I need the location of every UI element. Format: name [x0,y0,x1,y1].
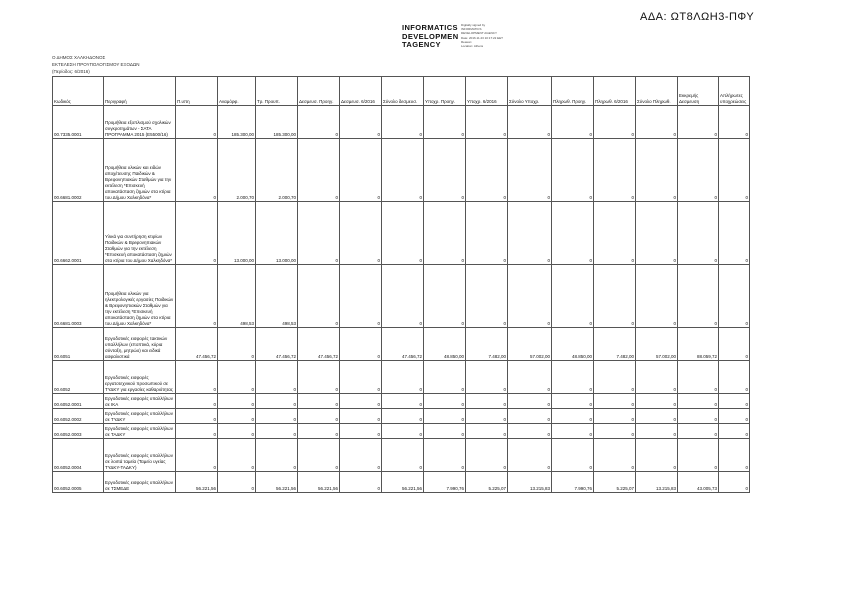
amount-cell: 0 [256,409,298,424]
amount-cell: 0 [508,202,552,265]
account-code-cell: 00.6052.0002 [53,409,104,424]
amount-cell: 0 [340,424,382,439]
amount-cell: 47.456,72 [298,328,340,361]
amount-cell: 185.300,00 [256,106,298,139]
amount-cell: 56.221,56 [256,472,298,493]
amount-cell: 498,53 [256,265,298,328]
account-code-cell: 00.6662.0001 [53,202,104,265]
amount-cell: 5.225,07 [594,472,636,493]
amount-cell: 0 [636,409,678,424]
signature-line: INFORMATICS [461,27,482,32]
account-code-cell: 00.6681.0003 [53,265,104,328]
amount-cell: 48.850,00 [552,328,594,361]
amount-cell: 56.221,56 [176,472,218,493]
amount-cell: 0 [594,202,636,265]
amount-cell: 0 [176,394,218,409]
amount-cell: 0 [256,424,298,439]
amount-cell: 0 [678,265,719,328]
amount-cell: 0 [466,265,508,328]
amount-cell: 0 [340,361,382,394]
account-code-cell: 00.6052.0004 [53,439,104,472]
amount-cell: 0 [298,202,340,265]
amount-cell: 0 [678,439,719,472]
table-row [53,409,750,424]
amount-cell: 0 [719,439,750,472]
amount-cell: 0 [424,409,466,424]
budget-execution-table [52,76,750,493]
amount-cell: 0 [256,439,298,472]
amount-cell: 56.221,56 [382,472,424,493]
amount-cell: 0 [340,106,382,139]
amount-cell: 0 [382,394,424,409]
amount-cell: 13.000,00 [218,202,256,265]
account-code-cell: 00.6052.0001 [53,394,104,409]
column-header: Πληρωθ. Προηγ. [552,77,594,106]
amount-cell: 13.000,00 [256,202,298,265]
amount-cell: 0 [636,202,678,265]
logo-line: TAGENCY [402,40,441,50]
amount-cell: 13.215,83 [636,472,678,493]
amount-cell: 0 [636,424,678,439]
amount-cell: 0 [298,424,340,439]
amount-cell: 0 [256,394,298,409]
amount-cell: 0 [594,139,636,202]
amount-cell: 0 [340,472,382,493]
column-header: Υποχρ. 6/2016 [466,77,508,106]
amount-cell: 0 [382,424,424,439]
amount-cell: 0 [719,106,750,139]
amount-cell: 0 [552,409,594,424]
amount-cell: 0 [719,328,750,361]
amount-cell: 0 [176,139,218,202]
account-code-cell: 00.6051 [53,328,104,361]
amount-cell: 0 [382,106,424,139]
description-cell: Εργοδοτικές εισφορές υπαλλήλων σε ΤΥΔΚΥ [104,409,176,424]
column-header: Κωδικός [53,77,104,106]
amount-cell: 0 [176,202,218,265]
signature-line: Date: 2016.11.23 10:17:22 EET [461,35,503,40]
table-row [53,424,750,439]
table-row [53,361,750,394]
amount-cell: 0 [552,202,594,265]
amount-cell: 0 [552,361,594,394]
amount-cell: 0 [636,139,678,202]
amount-cell: 0 [719,424,750,439]
amount-cell: 0 [424,106,466,139]
amount-cell: 0 [466,409,508,424]
amount-cell: 0 [466,202,508,265]
amount-cell: 0 [176,106,218,139]
amount-cell: 0 [218,361,256,394]
amount-cell: 0 [340,139,382,202]
amount-cell: 0 [678,202,719,265]
column-header: Εκκρεμής Δεσμευση [678,77,719,106]
amount-cell: 0 [424,439,466,472]
amount-cell: 0 [424,424,466,439]
amount-cell: 0 [508,265,552,328]
amount-cell: 0 [298,439,340,472]
amount-cell: 2.000,70 [218,139,256,202]
amount-cell: 0 [594,265,636,328]
amount-cell: 0 [218,328,256,361]
amount-cell: 0 [466,394,508,409]
account-code-cell: 00.6052.0003 [53,424,104,439]
amount-cell: 47.456,72 [256,328,298,361]
signature-line: Reason: [461,39,473,44]
amount-cell: 0 [678,424,719,439]
amount-cell: 0 [508,106,552,139]
amount-cell: 0 [719,361,750,394]
amount-cell: 57.002,00 [508,328,552,361]
amount-cell: 48.850,00 [424,328,466,361]
issuer-logo-text [402,24,459,50]
description-cell: Υλικά για συντήρηση κτιρίων Παιδικών & Βρεφονηπιακών Σταθμών για την εκτέλεση *Επισκευή αποκατάσταση ζημιών στα κτίρια του Δήμου Χαλκηδόνα* [104,202,176,265]
amount-cell: 0 [256,361,298,394]
amount-cell: 43.005,73 [678,472,719,493]
amount-cell: 0 [636,106,678,139]
amount-cell: 0 [298,265,340,328]
amount-cell: 0 [218,424,256,439]
description-cell: Εργοδοτικές εισφορές υπαλλήλων σε ΤΑΔΚΥ [104,424,176,439]
logo-line: DEVELOPMEN [402,31,459,41]
amount-cell: 0 [340,265,382,328]
column-header: Τρ. Προυπ. [256,77,298,106]
amount-cell: 0 [678,361,719,394]
logo-line: INFORMATICS [402,23,458,32]
table-row [53,328,750,361]
column-header: Απλήρωτες υποχρεώσεις [719,77,750,106]
table-row [53,439,750,472]
amount-cell: 0 [340,202,382,265]
amount-cell: 13.215,83 [508,472,552,493]
amount-cell: 0 [176,439,218,472]
amount-cell: 0 [636,439,678,472]
account-code-cell: 00.6052.0005 [53,472,104,493]
amount-cell: 0 [424,202,466,265]
description-cell: Εργοδοτικές εισφορές τακτικών υπαλλήλων (εποπτικά, κύρια σύνταξη, μητρώο) και ειδικά ασφαλιστικά [104,328,176,361]
amount-cell: 0 [552,439,594,472]
municipality-name: Ο ΔΗΜΟΣ ΧΑΛΚΗΔΟΝΟΣ [52,55,106,60]
report-period: (Περίοδος: 6/2016) [52,69,90,74]
amount-cell: 0 [298,106,340,139]
amount-cell: 0 [298,361,340,394]
amount-cell: 0 [719,202,750,265]
column-header: Υποχρ. Προηγ. [424,77,466,106]
amount-cell: 0 [176,409,218,424]
amount-cell: 7.990,76 [424,472,466,493]
account-code-cell: 00.6052 [53,361,104,394]
column-header: Π.υπη [176,77,218,106]
amount-cell: 0 [382,265,424,328]
amount-cell: 0 [340,394,382,409]
amount-cell: 0 [719,265,750,328]
signature-line: Digitally signed by [461,23,486,27]
amount-cell: 0 [508,139,552,202]
column-header: Δεσμευσ. 6/2016 [340,77,382,106]
amount-cell: 0 [340,439,382,472]
amount-cell: 0 [552,139,594,202]
amount-cell: 0 [424,265,466,328]
amount-cell: 0 [298,394,340,409]
amount-cell: 185.300,00 [218,106,256,139]
amount-cell: 7.482,00 [466,328,508,361]
table-row [53,106,750,139]
amount-cell: 2.000,70 [256,139,298,202]
description-cell: Εργοδοτικές εισφορές εργατοτεχνικού προσωπικού σε ΤΥΔΚΥ για εργασίες καθαριότητας [104,361,176,394]
amount-cell: 0 [594,361,636,394]
report-title: ΕΚΤΕΛΕΣΗ ΠΡΟΥΠΟΛΟΓΙΣΜΟΥ ΕΞΟΔΩΝ [52,62,140,67]
table-row [53,202,750,265]
column-header: Δεσμευσ. Προηγ. [298,77,340,106]
amount-cell: 0 [678,139,719,202]
amount-cell: 88.059,72 [678,328,719,361]
amount-cell: 0 [340,328,382,361]
amount-cell: 0 [719,139,750,202]
amount-cell: 57.002,00 [636,328,678,361]
amount-cell: 0 [636,394,678,409]
amount-cell: 0 [382,409,424,424]
signature-line: Location: Athens [461,44,484,49]
amount-cell: 0 [424,361,466,394]
amount-cell: 0 [424,139,466,202]
amount-cell: 47.456,72 [176,328,218,361]
amount-cell: 0 [594,424,636,439]
column-header: Σύνολο Πληρωθ. [636,77,678,106]
amount-cell: 0 [218,439,256,472]
amount-cell: 0 [636,361,678,394]
description-cell: Προμήθεια εξοπλισμού σχολικών συγκροτημάτων - ΣΑΤΑ ΠΡΟΓΡΑΜΜΑ 2015 (Ε5500/16) [104,106,176,139]
amount-cell: 0 [424,394,466,409]
column-header: Περιγραφή [104,77,176,106]
amount-cell: 0 [508,394,552,409]
amount-cell: 0 [552,394,594,409]
amount-cell: 0 [466,139,508,202]
description-cell: Προμήθεια υλικών και ειδών αποχέτευσης Παιδικών & Βρεφονηπιακών Σταθμών για την εκτέλεση *Επισκευή αποκατάσταση ζημιών στα κτίρια του Δήμου Χαλκηδόνα* [104,139,176,202]
amount-cell: 0 [466,106,508,139]
ada-code: ΑΔΑ: ΩΤ8ΛΩΗ3-ΠΦΥ [640,11,755,23]
signature-line: DEVELOPMENT AGENCY [461,31,497,36]
amount-cell: 0 [466,361,508,394]
amount-cell: 0 [678,394,719,409]
amount-cell: 0 [466,424,508,439]
amount-cell: 7.990,76 [552,472,594,493]
amount-cell: 0 [719,394,750,409]
amount-cell: 0 [466,439,508,472]
amount-cell: 498,53 [218,265,256,328]
amount-cell: 0 [176,361,218,394]
amount-cell: 0 [218,394,256,409]
amount-cell: 0 [719,472,750,493]
amount-cell: 7.482,00 [594,328,636,361]
column-header: Πληρωθ. 6/2016 [594,77,636,106]
amount-cell: 0 [382,202,424,265]
amount-cell: 0 [340,409,382,424]
amount-cell: 0 [719,409,750,424]
table-row [53,265,750,328]
amount-cell: 0 [298,139,340,202]
column-header: Αναμόρφ. [218,77,256,106]
amount-cell: 5.225,07 [466,472,508,493]
account-code-cell: 00.7335.0001 [53,106,104,139]
amount-cell: 0 [176,265,218,328]
account-code-cell: 00.6681.0002 [53,139,104,202]
table-row [53,472,750,493]
digital-signature-block [461,23,503,48]
amount-cell: 0 [508,361,552,394]
amount-cell: 0 [382,361,424,394]
amount-cell: 0 [382,439,424,472]
amount-cell: 0 [508,424,552,439]
description-cell: Προμήθεια υλικών για ηλεκτρολογικές εργασίες Παιδικών & Βρεφονηπιακών Σταθμών για την εκτέλεση *Επισκευή αποκατάσταση ζημιών στα κτίρια του Δήμου Χαλκηδόνα* [104,265,176,328]
description-cell: Εργοδοτικές εισφορές υπαλλήλων σε ΤΣΜΕΔΕ [104,472,176,493]
amount-cell: 0 [552,265,594,328]
amount-cell: 0 [594,106,636,139]
amount-cell: 0 [552,106,594,139]
amount-cell: 0 [636,265,678,328]
amount-cell: 0 [176,424,218,439]
amount-cell: 47.456,72 [382,328,424,361]
amount-cell: 0 [218,472,256,493]
amount-cell: 0 [594,394,636,409]
table-row [53,394,750,409]
amount-cell: 0 [508,409,552,424]
amount-cell: 0 [594,409,636,424]
column-header: Σύνολο δεσμευσ. [382,77,424,106]
amount-cell: 0 [508,439,552,472]
amount-cell: 0 [678,106,719,139]
amount-cell: 0 [552,424,594,439]
description-cell: Εργοδοτικές εισφορές υπαλλήλων σε ΙΚΑ [104,394,176,409]
amount-cell: 0 [298,409,340,424]
amount-cell: 0 [678,409,719,424]
amount-cell: 0 [382,139,424,202]
amount-cell: 0 [218,409,256,424]
amount-cell: 56.221,56 [298,472,340,493]
table-row [53,139,750,202]
amount-cell: 0 [594,439,636,472]
column-header: Σύνολο Υποχρ. [508,77,552,106]
description-cell: Εργοδοτικές εισφορές υπαλλήλων σε λοιπά ταμεία (Ταμείο υγείας ΤΥΔΚΥ-ΤΑΔΚΥ) [104,439,176,472]
